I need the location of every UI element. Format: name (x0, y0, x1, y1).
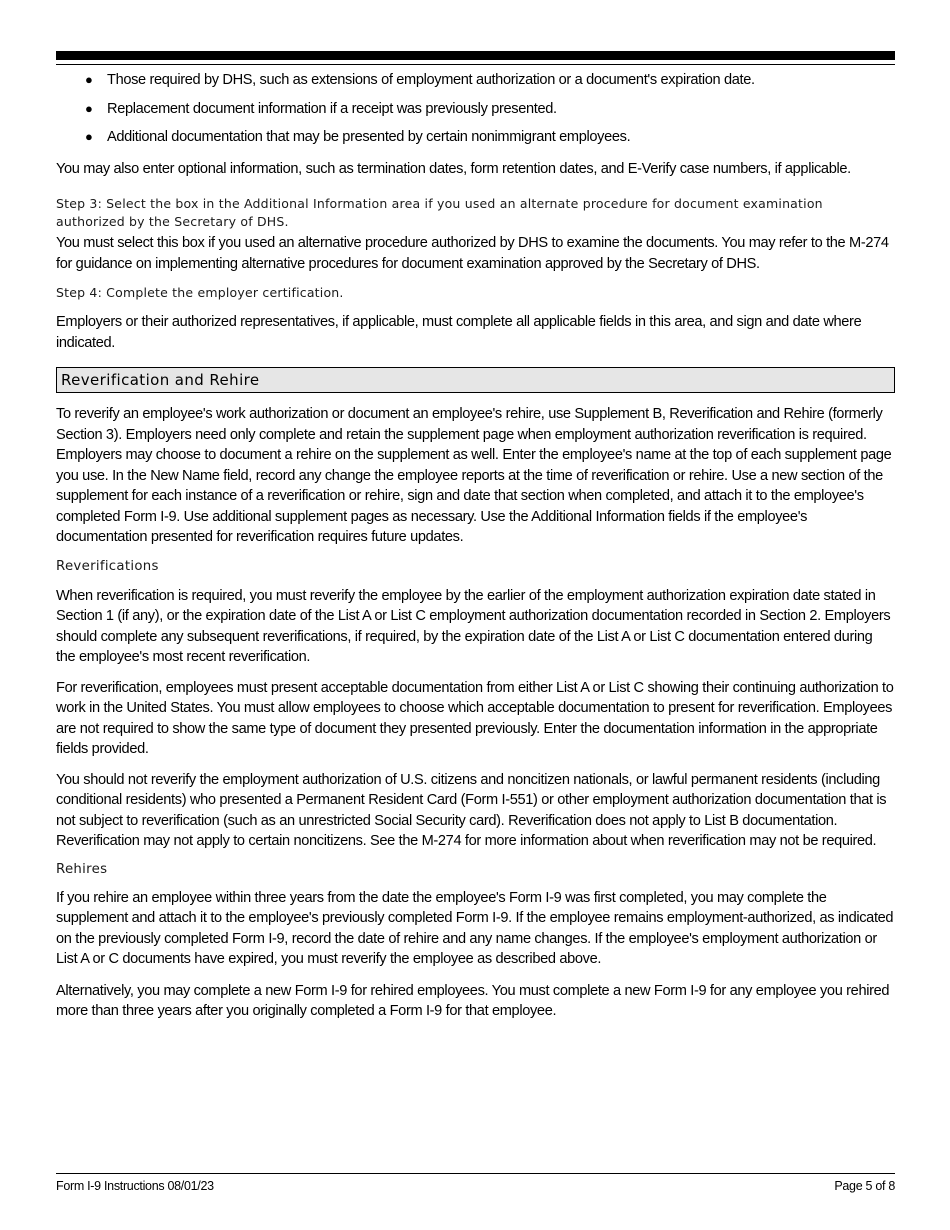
bullet-icon: ● (85, 129, 93, 144)
header-rule-thick (56, 51, 895, 60)
bullet-icon: ● (85, 100, 93, 116)
rehires-heading: Rehires (56, 861, 108, 877)
rehires-paragraph-1: If you rehire an employee within three years from the date the employee's Form I-9 was first completed, you may complete the supplement and attach it to the employee's previously completed Form I-9. If the employee remains employment-authorized, as indicated on the previously completed Form I-9, record the date of rehire and any name changes. If the employee's employment authorization or List A or C documents have expired, you must reverify the employee as described above. (56, 889, 894, 967)
header-rule-thin (56, 64, 895, 65)
bullet-list (56, 70, 895, 148)
section-intro: To reverify an employee's work authorization or document an employee's rehire, use Supplement B, Reverification and Rehire (formerly Section 3). Employers need only complete and retain the supplement page when employment authorization reverification is required. Employers may choose to document a rehire on the supplement as well. Enter the employee's name at the top of each supplement page you use. In the New Name field, record any change the employee reports at the time of reverification or rehire. Use a new section of the supplement for each instance of a reverification or rehire, sign and date that section when completed, and attach it to the employee's completed Form I-9. Use additional supplement pages as necessary. Use the Additional Information fields if the employee's documentation presented for reverification requires future updates. (56, 406, 892, 545)
footer-form-id: Form I-9 Instructions 08/01/23 (56, 1179, 214, 1193)
step-4-text: Employers or their authorized representatives, if applicable, must complete all applicable fields in this area, and sign and date where indicated. (56, 314, 862, 351)
list-item: ● Those required by DHS, such as extensions of employment authorization or a document's expiration date. (56, 70, 895, 91)
reverifications-heading: Reverifications (56, 558, 159, 574)
page-content (56, 70, 895, 1022)
rehires-paragraph-2: Alternatively, you may complete a new Form I-9 for rehired employees. You must complete a new Form I-9 for any employee you rehired more than three years after you originally completed a Form I-9 for that employee. (56, 982, 890, 1019)
footer-rule (56, 1173, 895, 1174)
section-title-box (56, 367, 895, 393)
bullet-icon: ● (85, 72, 93, 87)
paragraph-optional-info: You may also enter optional information, such as termination dates, form retention dates, and E-Verify case numbers, if applicable. (56, 160, 851, 177)
reverifications-paragraph-1: When reverification is required, you must reverify the employee by the earlier of the employment authorization expiration date stated in Section 1 (if any), or the expiration date of the List A or List C employment authorization documentation recorded in Section 2. Employers should complete any subsequent reverifications, if required, by the expiration date of the List A or List C documentation entered during the employee's most recent reverification. (56, 587, 891, 665)
footer-page-number: Page 5 of 8 (834, 1179, 895, 1193)
step-4-heading: Step 4: Complete the employer certification. (56, 285, 344, 300)
reverifications-paragraph-2: For reverification, employees must present acceptable documentation from either List A or List C showing their continuing authorization to work in the United States. You must allow employees to choose which acceptable documentation to present for reverification. Employees are not required to show the same type of document they presented previously. Enter the documentation information in the appropriate fields provided. (56, 679, 894, 757)
list-item: ● Additional documentation that may be presented by certain nonimmigrant employees. (56, 127, 895, 148)
reverifications-paragraph-3: You should not reverify the employment authorization of U.S. citizens and noncitizen nationals, or lawful permanent residents (including conditional residents) who presented a Permanent Resident Card (Form I-551) or other employment authorization documentation that is not subject to reverification (such as an unrestricted Social Security card). Reverification does not apply to List B documentation. Reverification may not apply to certain noncitizens. See the M-274 for more information about when reverification may not be required. (56, 771, 887, 849)
list-item: ● Replacement document information if a receipt was previously presented. (56, 99, 895, 120)
document-page (56, 0, 895, 1230)
section-title: Reverification and Rehire (61, 371, 260, 389)
step-3-heading: Step 3: Select the box in the Additional Information area if you used an alternate procedure for document examination authorized by the Secretary of DHS. (56, 196, 823, 229)
step-3-text: You must select this box if you used an alternative procedure authorized by DHS to examine the documents. You may refer to the M-274 for guidance on implementing alternative procedures for document examination approved by the Secretary of DHS. (56, 235, 889, 272)
